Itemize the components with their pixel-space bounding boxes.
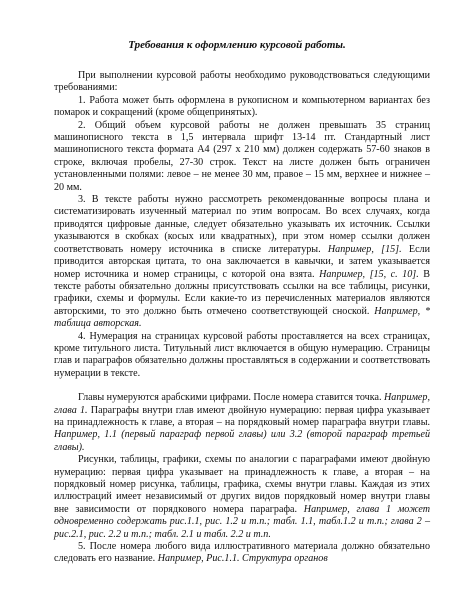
text-run: 2. Общий объем курсовой работы не должен превышать 35 страниц машинописного текста в 1,5 интервала шрифт 13-14 пт. Стандартный лист машинописного текста формата А4 (297 х 210 мм) должен содержать 57-60 знаков в строке, включая пробелы, 27-30 строк. Текст на листе должен быть ограничен установленными полями: левое – не менее 30 мм, правое – 15 мм, верхнее и нижнее – 20 мм. (54, 119, 430, 193)
example-text: Например, * таблица авторская. (54, 305, 430, 330)
text-run: 5. После номера любого вида иллюстративного материала должно обязательно следовать его название. (54, 541, 430, 565)
text-run: В тексте работы обязательно должны присутствовать ссылки на все таблицы, рисунки, графики, схемы и формулы. Если какие-то из перечисленных материалов являются авторскими, то это должно быть отмечено соответствующей сноской. (54, 268, 430, 317)
text-run: При выполнении курсовой работы необходимо руководствоваться следующими требованиями: (54, 70, 430, 94)
document-title: Требования к оформлению курсовой работы. (128, 39, 346, 51)
paragraph-chapters (54, 392, 430, 454)
paragraph-req-4 (54, 331, 430, 381)
paragraph-req-5 (54, 541, 430, 566)
document-body (54, 70, 430, 566)
text-run: Рисунки, таблицы, графики, схемы по аналогии с параграфами имеют двойную нумерацию: первая цифра указывает на принадлежность к главе, а вторая – на порядковый номер рисунка, таблицы, графика, схемы внутри главы. Каждая из этих иллюстраций имеет независимый от других видов порядковый номер внутри главы вне зависимости от порядкового номера параграфа. (54, 454, 430, 515)
example-text: Например, глава 1. (54, 392, 430, 416)
text-run: 4. Нумерация на страницах курсовой работы проставляется на всех страницах, кроме титульного листа. Титульный лист включается в общую нумерацию. Страницы глав и параграфов обязательно должны проставляться в содержании и соответствовать нумерации в тексте. (54, 330, 430, 379)
paragraph-req-2 (54, 120, 430, 194)
example-text: Например, [15]. (327, 243, 402, 255)
paragraph-req-1 (54, 95, 430, 120)
example-text: Например, 1.1 (первый параграф первой главы) или 3.2 (второй параграф третьей главы). (54, 429, 430, 453)
text-run: Если приводится авторская цитата, то она заключается в кавычки, и затем указывается номер источника и номер страницы, с которой она взята. (54, 243, 430, 280)
text-run: 3. В тексте работы нужно рассмотреть рекомендованные вопросы плана и систематизировать изученный материал по этим вопросам. Во всех случаях, когда приводятся цифровые данные, следует обязательно указывать их источник. Ссылки указываются в скобках (косых или квадратных), при этом номер ссылки должен соответствовать номеру источника в списке литературы. (54, 194, 430, 255)
text-run: 1. Работа может быть оформлена в рукописном и компьютерном вариантах без помарок и сокращений (кроме общепринятых). (54, 94, 430, 119)
paragraph-req-3 (54, 194, 430, 330)
text-run: Главы нумеруются арабскими цифрами. После номера ставится точка. (78, 392, 385, 404)
example-text: Например, глава 1 может одновременно содержать рис.1.1, рис. 1.2 и т.п.; табл. 1.1, табл.1.2 и т.п.; глава 2 – рис.2.1, рис. 2.2 и т.п.; табл. 2.1 и табл. 2.2 и т.п. (54, 503, 430, 540)
paragraph-intro (54, 70, 430, 95)
paragraph-figures (54, 454, 430, 541)
example-text: Например, Рис.1.1. Структура органов (157, 553, 328, 565)
example-text: Например, [15, с. 10]. (319, 268, 419, 280)
text-run: Параграфы внутри глав имеют двойную нумерацию: первая цифра указывает на принадлежность к главе, а вторая – на порядковый номер параграфа внутри главы. (54, 404, 430, 428)
